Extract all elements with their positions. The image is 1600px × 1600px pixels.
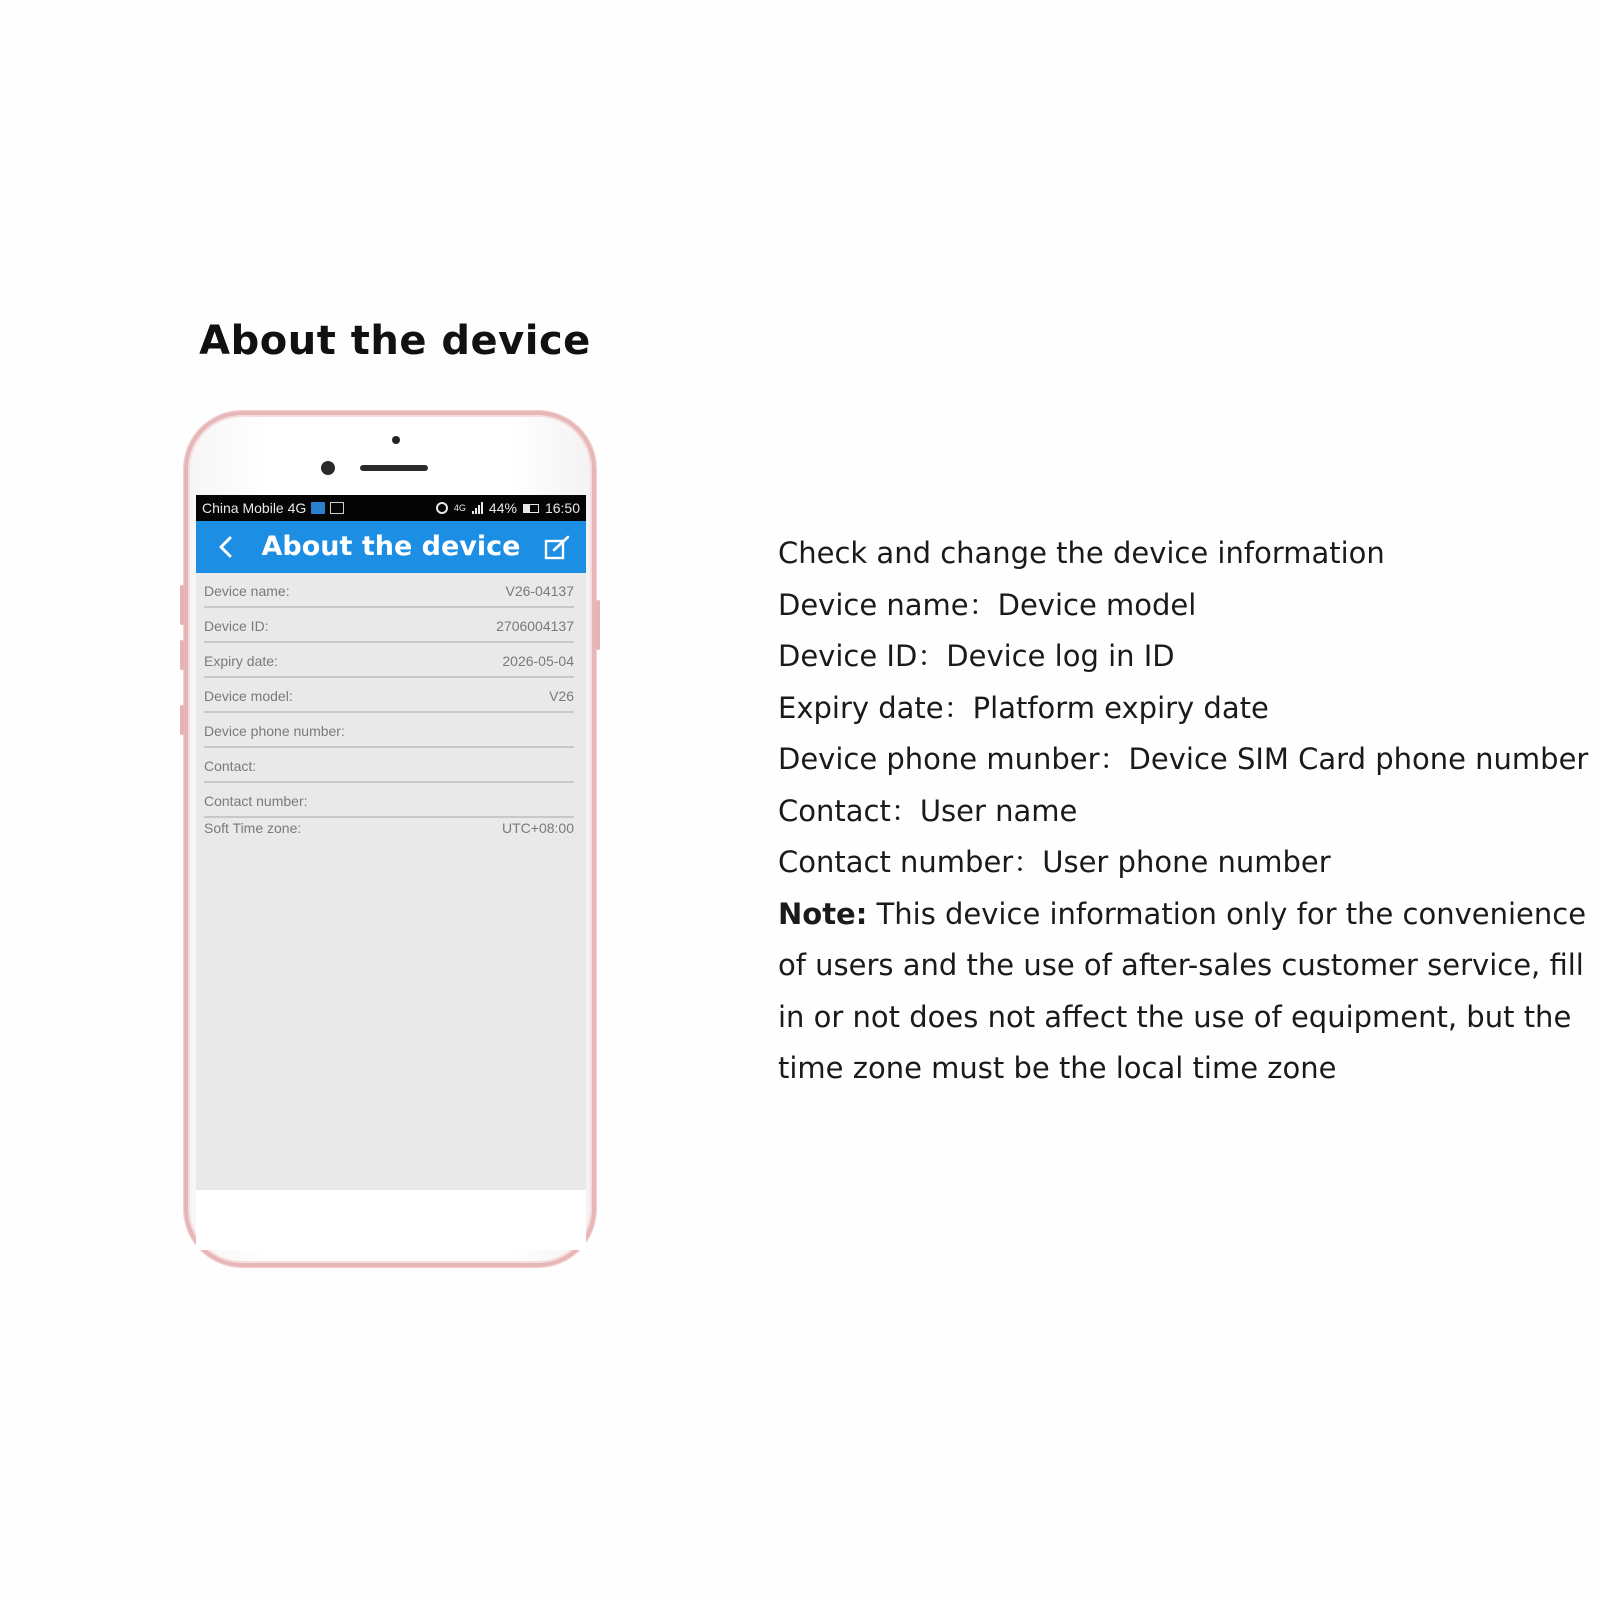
front-camera [321, 461, 335, 475]
note-label: Note: [778, 896, 868, 931]
battery-percent: 44% [488, 500, 517, 516]
row-expiry-date[interactable] [204, 643, 574, 678]
side-button-upper [180, 585, 184, 625]
note-line: time zone must be the local time zone [778, 1051, 1337, 1085]
status-bar [196, 495, 586, 521]
info-line: Device name：Device model [778, 587, 1197, 622]
info-line: Device phone munber：Device SIM Card phone number [778, 742, 1589, 776]
power-button [596, 600, 600, 650]
side-button-middle [180, 640, 184, 670]
row-value: UTC+08:00 [502, 820, 574, 836]
earpiece-speaker [360, 465, 428, 471]
row-value: V26 [549, 688, 574, 704]
row-value: 2026-05-04 [502, 653, 574, 669]
row-label: Device ID: [204, 618, 269, 634]
row-device-name[interactable] [204, 573, 574, 608]
info-line: Check and change the device information [778, 536, 1385, 570]
row-soft-time-zone[interactable] [204, 818, 574, 844]
device-info-list [204, 573, 574, 844]
edit-button[interactable] [542, 533, 572, 563]
side-button-lower [180, 705, 184, 735]
alarm-icon [436, 502, 448, 514]
row-label: Contact number: [204, 793, 308, 809]
chevron-left-icon [210, 531, 242, 563]
app-notification-icon [311, 502, 325, 514]
row-label: Contact: [204, 758, 257, 774]
row-device-model[interactable] [204, 678, 574, 713]
app-bar-title: About the device [261, 531, 521, 562]
row-label: Soft Time zone: [204, 820, 302, 836]
note-line: in or not does not affect the use of equipment, but the [778, 999, 1572, 1034]
phone-chin [196, 1190, 586, 1250]
row-label: Device model: [204, 688, 293, 704]
note-line: of users and the use of after-sales customer service, fill [778, 948, 1584, 982]
clock-time: 16:50 [544, 500, 580, 516]
edit-icon [542, 533, 572, 563]
battery-icon [523, 504, 539, 513]
back-button[interactable] [210, 531, 242, 563]
row-label: Device phone number: [204, 723, 345, 739]
row-contact[interactable] [204, 748, 574, 783]
note-line [778, 889, 1590, 941]
note-text: This device information only for the convenience [867, 896, 1587, 931]
info-text [778, 528, 1590, 1095]
carrier-label: China Mobile 4G [202, 500, 307, 516]
app-bar [196, 521, 586, 573]
info-line: Device ID：Device log in ID [778, 639, 1175, 673]
row-value: V26-04137 [505, 583, 574, 599]
sensor-dot [392, 436, 400, 444]
info-line: Contact number：User phone number [778, 845, 1331, 879]
row-label: Device name: [204, 583, 290, 599]
row-device-phone-number[interactable] [204, 713, 574, 748]
info-line: Contact：User name [778, 793, 1078, 828]
phone-screen [196, 495, 586, 1190]
signal-icon [472, 502, 483, 514]
row-device-id[interactable] [204, 608, 574, 643]
image-notification-icon [330, 502, 344, 514]
page-heading: About the device [199, 318, 591, 364]
row-contact-number[interactable] [204, 783, 574, 818]
network-type: 4G [453, 503, 466, 513]
row-value: 2706004137 [496, 618, 574, 634]
info-line: Expiry date：Platform expiry date [778, 690, 1269, 725]
row-label: Expiry date: [204, 653, 278, 669]
